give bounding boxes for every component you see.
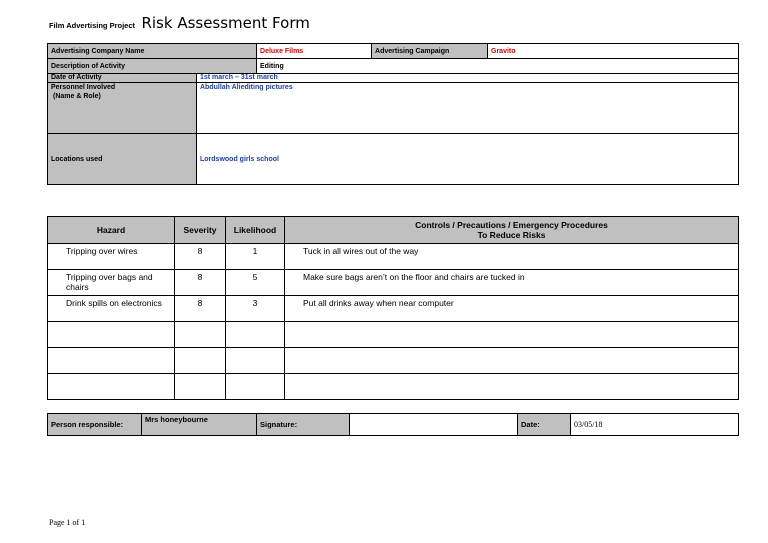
hazard-table-header	[48, 217, 739, 244]
hazard-cell[interactable]	[48, 374, 175, 400]
person-responsible-value[interactable]: Mrs honeybourne	[142, 414, 257, 436]
date-label: Date of Activity	[48, 74, 197, 83]
likelihood-cell[interactable]: 1	[226, 244, 285, 270]
hazard-cell[interactable]	[48, 322, 175, 348]
severity-cell[interactable]: 8	[175, 270, 226, 296]
likelihood-cell[interactable]	[226, 348, 285, 374]
table-row	[48, 244, 739, 270]
controls-cell[interactable]	[285, 374, 739, 400]
likelihood-header: Likelihood	[226, 217, 285, 244]
personnel-label-line1: Personnel Involved	[51, 84, 116, 91]
severity-cell[interactable]: 8	[175, 244, 226, 270]
controls-cell[interactable]: Tuck in all wires out of the way	[285, 244, 739, 270]
severity-cell[interactable]	[175, 374, 226, 400]
hazard-cell[interactable]: Tripping over bags and chairs	[48, 270, 175, 296]
locations-label: Locations used	[48, 134, 197, 185]
person-responsible-label: Person responsible:	[48, 414, 142, 436]
table-row	[48, 322, 739, 348]
likelihood-cell[interactable]	[226, 322, 285, 348]
personnel-label	[48, 83, 197, 134]
signature-field[interactable]	[350, 414, 518, 436]
severity-header: Severity	[175, 217, 226, 244]
table-row	[48, 348, 739, 374]
signoff-table	[47, 413, 739, 436]
hazard-cell[interactable]: Drink spills on electronics	[48, 296, 175, 322]
hazard-table	[47, 216, 739, 400]
hazard-cell[interactable]	[48, 348, 175, 374]
controls-cell[interactable]	[285, 348, 739, 374]
severity-cell[interactable]	[175, 322, 226, 348]
likelihood-cell[interactable]: 5	[226, 270, 285, 296]
likelihood-cell[interactable]: 3	[226, 296, 285, 322]
table-row	[48, 374, 739, 400]
date-signed-label: Date:	[518, 414, 571, 436]
form-title-block	[49, 14, 310, 33]
campaign-value[interactable]: Gravito	[488, 44, 739, 59]
hazard-cell[interactable]: Tripping over wires	[48, 244, 175, 270]
personnel-label-line2: (Name & Role)	[53, 93, 101, 100]
controls-header-line2: To Reduce Risks	[477, 230, 546, 240]
severity-cell[interactable]: 8	[175, 296, 226, 322]
page-number: Page 1 of 1	[49, 518, 86, 527]
table-row	[48, 296, 739, 322]
description-value[interactable]: Editing	[257, 59, 739, 74]
company-label: Advertising Company Name	[48, 44, 257, 59]
hazard-header: Hazard	[48, 217, 175, 244]
form-title: Risk Assessment Form	[141, 14, 310, 32]
description-label: Description of Activity	[48, 59, 257, 74]
controls-cell[interactable]: Put all drinks away when near computer	[285, 296, 739, 322]
severity-cell[interactable]	[175, 348, 226, 374]
campaign-label: Advertising Campaign	[372, 44, 488, 59]
personnel-value[interactable]: Abdullah Aliediting pictures	[197, 83, 739, 134]
locations-value[interactable]: Lordswood girls school	[197, 134, 739, 185]
table-row	[48, 270, 739, 296]
controls-header	[285, 217, 739, 244]
activity-info-table	[47, 43, 739, 185]
signature-label: Signature:	[257, 414, 350, 436]
controls-header-line1: Controls / Precautions / Emergency Procedures	[415, 220, 608, 230]
controls-cell[interactable]: Make sure bags aren’t on the floor and chairs are tucked in	[285, 270, 739, 296]
company-value[interactable]: Deluxe Films	[257, 44, 372, 59]
likelihood-cell[interactable]	[226, 374, 285, 400]
date-signed-value[interactable]: 03/05/18	[571, 414, 739, 436]
date-value[interactable]: 1st march – 31st march	[197, 74, 739, 83]
controls-cell[interactable]	[285, 322, 739, 348]
project-label: Film Advertising Project	[49, 21, 135, 30]
